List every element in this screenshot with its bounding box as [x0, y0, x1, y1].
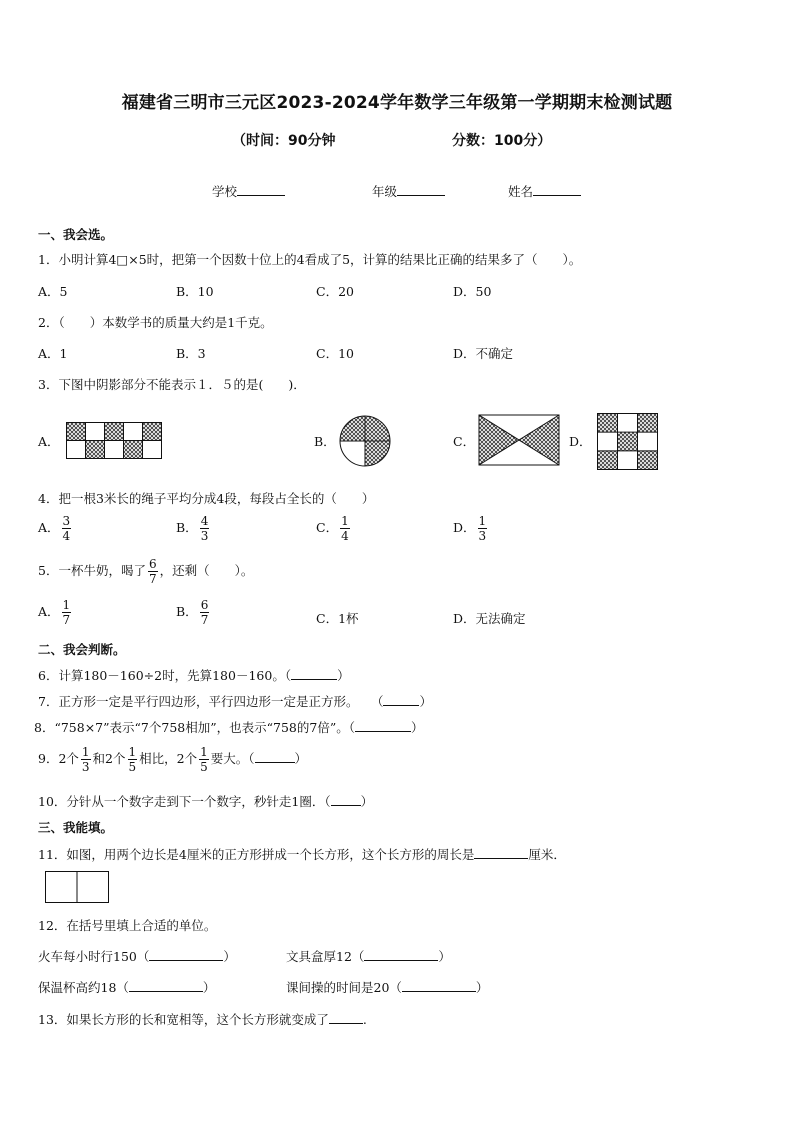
- name-blank[interactable]: [533, 183, 581, 196]
- question-10: 10．分针从一个数字走到下一个数字，秒针走1圈．（ ）: [38, 794, 374, 809]
- q9-answer-blank[interactable]: [255, 750, 295, 763]
- grade-field: 年级: [372, 182, 445, 200]
- q7-answer-blank[interactable]: [383, 693, 419, 706]
- q3-option-a[interactable]: A．: [38, 434, 60, 449]
- section-1-heading: 一、我会选。: [38, 227, 114, 242]
- q3-option-d[interactable]: D．: [569, 434, 592, 449]
- question-5: 5．一杯牛奶，喝了 $\frac{6}{7}$ ，还剩（ ）。: [38, 557, 254, 586]
- q4-option-a[interactable]: A． $\frac{3}{4}$: [38, 514, 71, 543]
- q3-option-b[interactable]: B．: [314, 434, 336, 449]
- q5-option-b[interactable]: B． $\frac{6}{7}$: [176, 598, 209, 627]
- q12-item-3: 保温杯高约18（ ）: [38, 980, 216, 995]
- question-6: 6．计算180－160÷2时，先算180－160。（ ）: [38, 668, 350, 683]
- figure-b-circle: [338, 414, 392, 468]
- q2-option-b[interactable]: B．3: [176, 346, 206, 361]
- q11-two-squares-figure: [45, 871, 109, 903]
- q12-item-4: 课间操的时间是20（ ）: [286, 980, 489, 995]
- school-field: 学校: [212, 182, 285, 200]
- q12-item-2-blank[interactable]: [364, 948, 438, 961]
- q12-item-2: 文具盒厚12（ ）: [286, 949, 451, 964]
- q4-option-d[interactable]: D． $\frac{1}{3}$: [453, 514, 487, 543]
- q2-option-a[interactable]: A．1: [38, 346, 68, 361]
- q1-option-d[interactable]: D．50: [453, 284, 492, 299]
- question-1: 1．小明计算4□×5时，把第一个因数十位上的4看成了5，计算的结果比正确的结果多了（ ）。: [38, 252, 582, 267]
- question-12: 12．在括号里填上合适的单位。: [38, 918, 217, 933]
- q12-item-1-blank[interactable]: [149, 948, 223, 961]
- exam-score: 分数：100分）: [452, 133, 552, 149]
- page-title: 福建省三明市三元区2023-2024学年数学三年级第一学期期末检测试题: [121, 93, 673, 113]
- q4-option-b[interactable]: B． $\frac{4}{3}$: [176, 514, 209, 543]
- q12-item-4-blank[interactable]: [402, 979, 476, 992]
- q1-option-a[interactable]: A．5: [38, 284, 68, 299]
- section-3-heading: 三、我能填。: [38, 820, 114, 835]
- figure-a-grid: [66, 422, 163, 459]
- q2-option-d[interactable]: D．不确定: [453, 346, 514, 361]
- q12-item-1: 火车每小时行150（ ）: [38, 949, 236, 964]
- question-4: 4．把一根3米长的绳子平均分成4段，每段占全长的（ ）: [38, 491, 375, 506]
- q12-item-3-blank[interactable]: [129, 979, 203, 992]
- section-2-heading: 二、我会判断。: [38, 642, 126, 657]
- q6-answer-blank[interactable]: [291, 667, 337, 680]
- q11-answer-blank[interactable]: [474, 846, 528, 859]
- question-13: 13．如果长方形的长和宽相等，这个长方形就变成了 .: [38, 1012, 367, 1027]
- figure-d-checker: [597, 413, 658, 470]
- q13-answer-blank[interactable]: [329, 1011, 363, 1024]
- figure-c-bowtie: [478, 414, 560, 466]
- question-8: 8．“758×7”表示“7个758相加”，也表示“758的7倍”。（ ）: [34, 720, 424, 735]
- q3-option-c[interactable]: C．: [453, 434, 476, 449]
- name-field: 姓名: [508, 182, 581, 200]
- exam-time: （时间：90分钟: [232, 133, 336, 149]
- question-9: 9．2个 $\frac{1}{3}$ 和2个 $\frac{1}{5}$ 相比，2个 $\frac{1}{5}$ 要大。（ ）: [38, 745, 308, 774]
- q1-option-c[interactable]: C．20: [316, 284, 354, 299]
- q5-option-d[interactable]: D．无法确定: [453, 611, 526, 626]
- q5-option-a[interactable]: A． $\frac{1}{7}$: [38, 598, 71, 627]
- q2-option-c[interactable]: C．10: [316, 346, 354, 361]
- school-blank[interactable]: [237, 183, 285, 196]
- q1-option-b[interactable]: B．10: [176, 284, 214, 299]
- q8-answer-blank[interactable]: [355, 719, 411, 732]
- question-2: 2．（ ）本数学书的质量大约是1千克。: [38, 315, 273, 330]
- question-3: 3．下图中阴影部分不能表示１．５的是( )．: [38, 377, 306, 392]
- grade-blank[interactable]: [397, 183, 445, 196]
- q4-option-c[interactable]: C． $\frac{1}{4}$: [316, 514, 349, 543]
- question-11: 11．如图，用两个边长是4厘米的正方形拼成一个长方形，这个长方形的周长是 厘米．: [38, 847, 566, 862]
- q10-answer-blank[interactable]: [331, 793, 361, 806]
- question-7: 7．正方形一定是平行四边形，平行四边形一定是正方形。 （ ）: [38, 694, 432, 709]
- q5-option-c[interactable]: C．1杯: [316, 611, 359, 626]
